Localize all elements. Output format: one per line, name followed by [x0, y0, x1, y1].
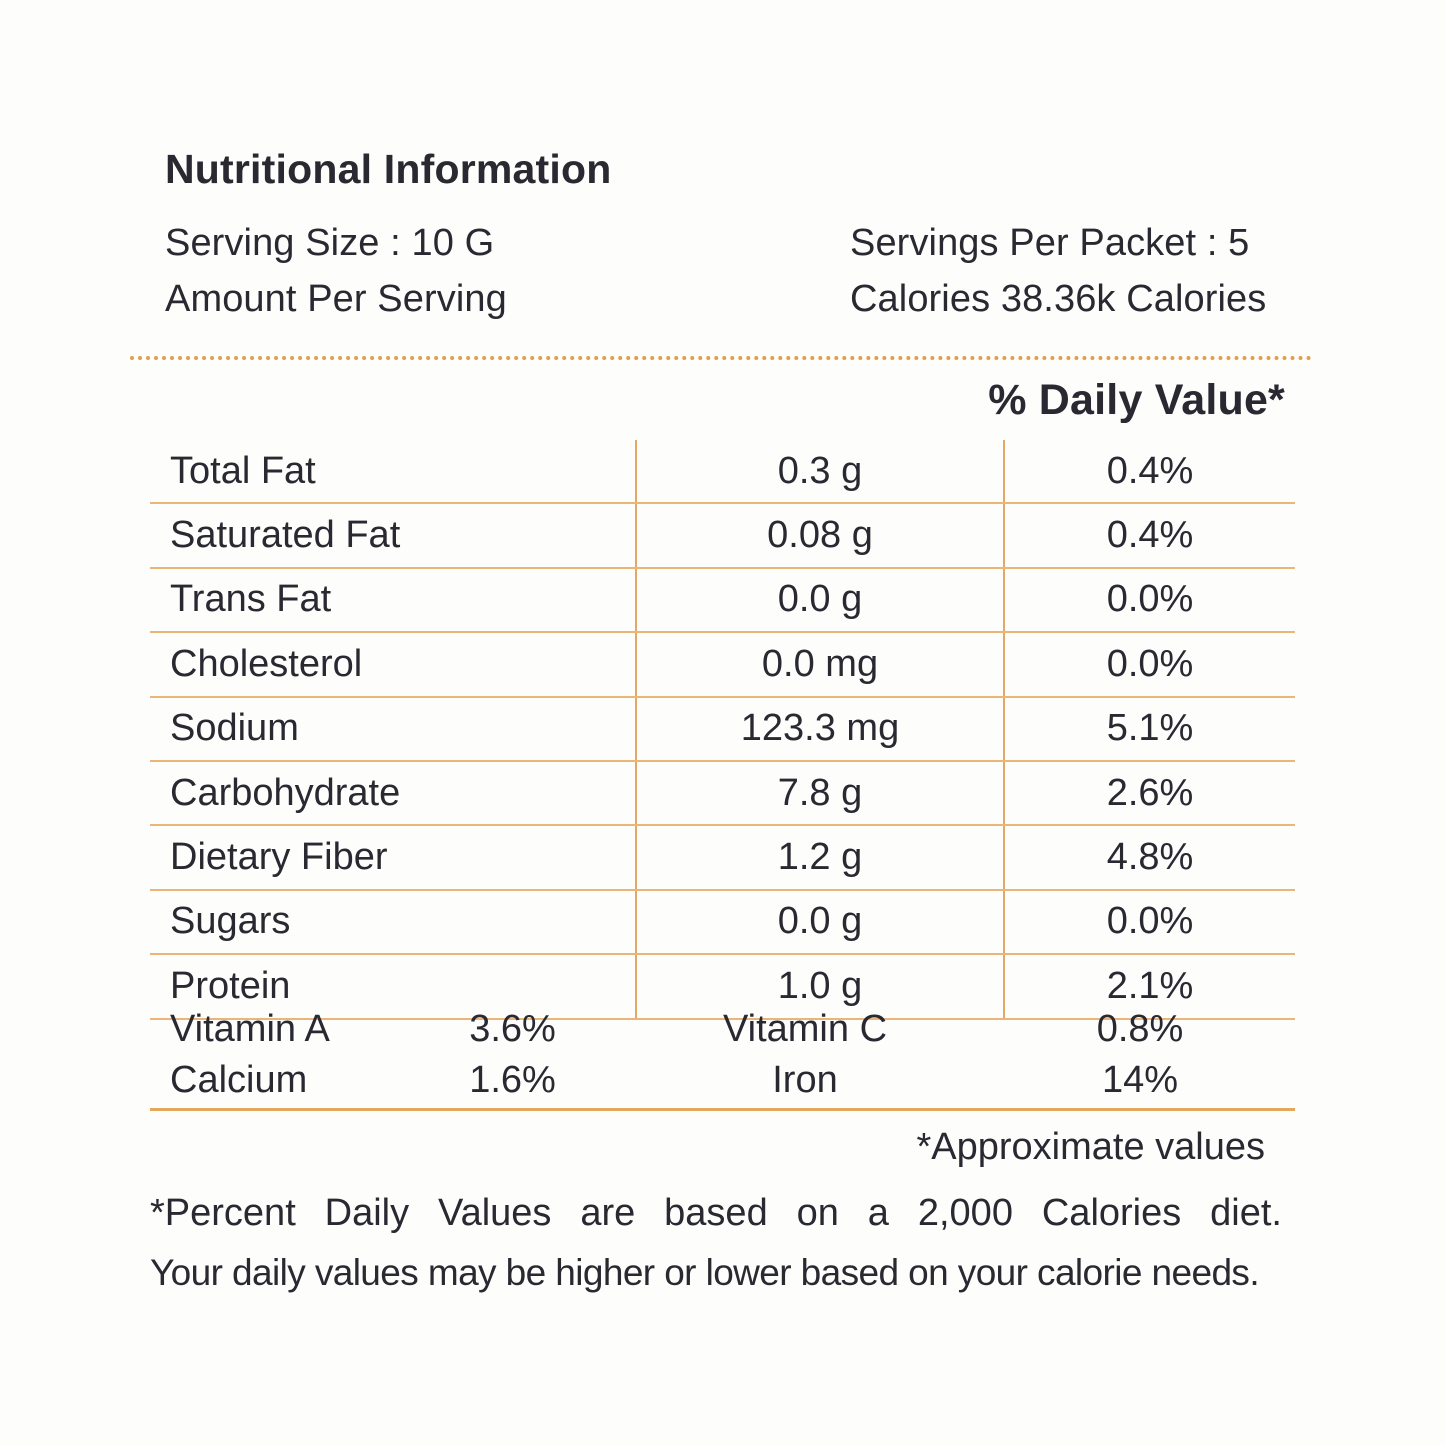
- page-title: Nutritional Information: [165, 146, 612, 192]
- nutrient-amount: 0.0 g: [635, 891, 1005, 953]
- nutrient-amount: 0.08 g: [635, 504, 1005, 566]
- nutrient-dv: 5.1%: [1106, 707, 1194, 750]
- servings-per-packet-text: Servings Per Packet : 5: [850, 222, 1250, 264]
- micro-label: Iron: [772, 1059, 838, 1101]
- micro-value: 0.8%: [1096, 1008, 1184, 1050]
- nutrient-label: Cholesterol: [170, 642, 363, 685]
- nutrient-label: Sodium: [170, 707, 299, 750]
- nutrient-dv: 4.8%: [1106, 836, 1194, 879]
- table-row: [150, 504, 1295, 568]
- nutrient-dv: 0.4%: [1106, 514, 1194, 557]
- dotted-divider: [130, 356, 1312, 360]
- nutrient-dv: 2.6%: [1106, 771, 1194, 814]
- nutrient-amount: 123.3 mg: [635, 698, 1005, 760]
- nutrient-dv: 0.0%: [1106, 642, 1194, 685]
- nutrient-label: Trans Fat: [170, 578, 332, 621]
- micro-value: 14%: [1101, 1059, 1179, 1101]
- percent-daily-values-note: *Percent Daily Values are based on a 2,000 Calories diet.: [150, 1192, 1282, 1234]
- nutrient-label: Sugars: [170, 900, 291, 943]
- table-row: [150, 762, 1295, 826]
- table-row: [150, 569, 1295, 633]
- micro-label: Vitamin A: [170, 1008, 330, 1050]
- nutrient-label: Carbohydrate: [170, 771, 401, 814]
- nutrient-dv: 2.1%: [1106, 964, 1194, 1007]
- micro-label: Vitamin C: [722, 1008, 888, 1050]
- nutrient-amount: 0.3 g: [635, 440, 1005, 502]
- calories-text: Calories 38.36k Calories: [850, 278, 1267, 320]
- micro-value: 3.6%: [469, 1008, 556, 1050]
- table-row: [150, 440, 1295, 504]
- nutrient-amount: 1.2 g: [635, 826, 1005, 888]
- micronutrient-row: [150, 1059, 1295, 1102]
- serving-size-text: Serving Size : 10 G: [165, 222, 495, 264]
- nutrient-label: Dietary Fiber: [170, 836, 388, 879]
- nutrient-dv: 0.4%: [1106, 449, 1194, 492]
- nutrient-amount: 0.0 mg: [635, 633, 1005, 695]
- amount-per-serving-text: Amount Per Serving: [165, 278, 507, 320]
- micro-label: Calcium: [170, 1059, 308, 1101]
- table-row: [150, 633, 1295, 697]
- nutrient-label: Protein: [170, 964, 291, 1007]
- micro-value: 1.6%: [469, 1059, 556, 1101]
- table-row: [150, 826, 1295, 890]
- table-row: [150, 891, 1295, 955]
- nutrient-amount: 0.0 g: [635, 569, 1005, 631]
- daily-value-header: % Daily Value*: [988, 376, 1285, 424]
- micronutrient-row: [150, 1008, 1295, 1051]
- nutrient-amount: 1.0 g: [635, 955, 1005, 1017]
- micronutrients-block: [150, 1002, 1295, 1111]
- calorie-needs-note: Your daily values may be higher or lower based on your calorie needs.: [150, 1252, 1260, 1293]
- nutrient-amount: 7.8 g: [635, 762, 1005, 824]
- approximate-values-note: *Approximate values: [916, 1126, 1265, 1168]
- nutrient-label: Total Fat: [170, 449, 316, 492]
- table-row: [150, 698, 1295, 762]
- nutrient-dv: 0.0%: [1106, 578, 1194, 621]
- nutrient-label: Saturated Fat: [170, 514, 401, 557]
- nutrient-dv: 0.0%: [1106, 900, 1194, 943]
- nutrition-table: [150, 440, 1295, 1020]
